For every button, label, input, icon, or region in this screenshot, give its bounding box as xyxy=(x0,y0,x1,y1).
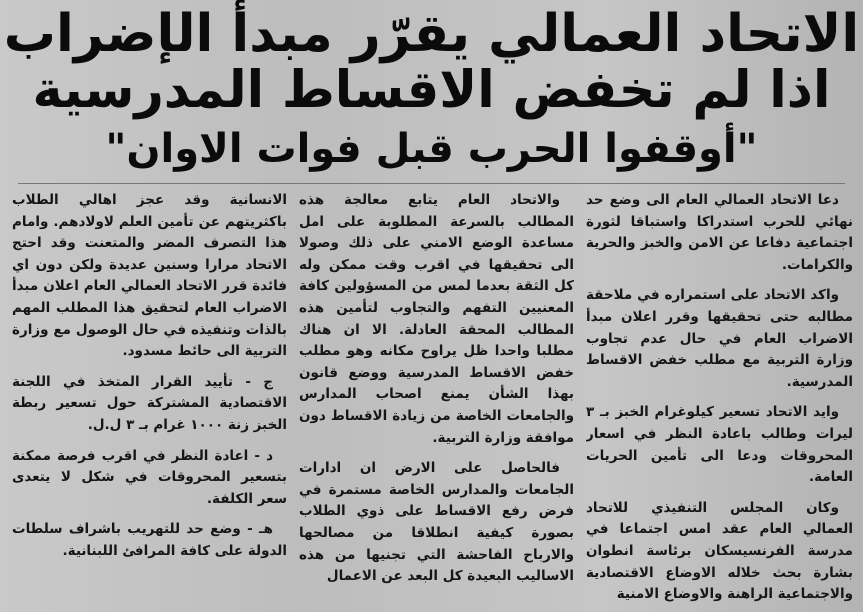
paragraph: وكان المجلس التنفيذي للاتحاد العمالي العام عقد امس اجتماعا في مدرسة الفرنسيسكان برئاسة انطوان بشارة بحث خلاله الاوضاع الاقتصادية والاجتماعية الراهنة والاوضاع الامنية xyxy=(586,499,853,603)
paragraph: والاتحاد العام يتابع معالجة هذه المطالب بالسرعة المطلوبة على امل مساعدة الوضع الامني على ذلك وصولا الى تحقيقها في اقرب وقت ممكن وله كل الثقة بعدما لمس من المسؤولين كافة المعنيين التفهم والتجاوب لتأمين هذه المطالب المحقة العادلة. الا ان هناك مطلبا واحدا ظل يراوح مكانه وهو مطلب خفض الاقساط المدرسية ووضع قانون بهذا الشأن يمنع اصحاب المدارس والجامعات الخاصة من زيادة الاقساط دون موافقة وزارة التربية. xyxy=(299,192,574,446)
list-item: ج - تأييد القرار المتخذ في اللجنة الاقتصادية المشتركة حول تسعير ربطة الخبز زنة ١٠٠٠ غرام بـ ٣ ل.ل. xyxy=(12,373,287,433)
article-column-right xyxy=(586,190,853,612)
paragraph: الانسانية وقد عجز اهالي الطلاب باكثريتهم عن تأمين العلم لاولادهم. وامام هذا التصرف المضر والمتعنت وقد احتج الاتحاد مرارا وسنين عديدة ولكن دون اي فائدة قرر الاتحاد العمالي العام اعلان مبدأ الاضراب العام لتحقيق هذا المطلب المهم بالذات وتنفيذه في حال الوصول مع وزارة التربية الى حائط مسدود. xyxy=(12,192,287,360)
headline-subtitle-quote: "أوقفوا الحرب قبل فوات الاوان" xyxy=(105,126,758,172)
headline-divider xyxy=(18,183,845,184)
article-column-left xyxy=(12,190,287,612)
list-item: د - اعادة النظر في اقرب فرصة ممكنة بتسعير المحروقات في شكل لا يتعدى سعر الكلفة. xyxy=(12,447,287,507)
headline-main: الاتحاد العمالي يقرّر مبدأ الإضراب xyxy=(3,4,860,64)
paragraph: فالحاصل على الارض ان ادارات الجامعات والمدارس الخاصة مستمرة في فرض رفع الاقساط على ذوي الطلاب بصورة كيفية انطلاقا من مصالحها والارباح الفاحشة التي تجنيها من هذه الاساليب البعيدة كل البعد عن الاعمال xyxy=(299,460,574,585)
paragraph: وايد الاتحاد تسعير كيلوغرام الخبز بـ ٣ ليرات وطالب باعادة النظر في اسعار المحروقات ودعا الى تأمين الحريات العامة. xyxy=(586,404,853,486)
article-column-middle xyxy=(299,190,574,612)
list-item: هـ - وضع حد للتهريب باشراف سلطات الدولة على كافة المرافئ اللبنانية. xyxy=(12,521,287,559)
headline-second-line: اذا لم تخفض الاقساط المدرسية xyxy=(32,61,831,120)
paragraph: دعا الاتحاد العمالي العام الى وضع حد نهائي للحرب استدراكا واستباقا لثورة اجتماعية دفاعا عن الامن والخبز والحرية والكرامات. xyxy=(586,192,853,273)
paragraph: واكد الاتحاد على استمراره في ملاحقة مطالبه حتى تحقيقها وقرر اعلان مبدأ الاضراب العام في حال عدم تجاوب وزارة التربية مع مطلب خفض الاقساط المدرسية. xyxy=(586,287,853,390)
